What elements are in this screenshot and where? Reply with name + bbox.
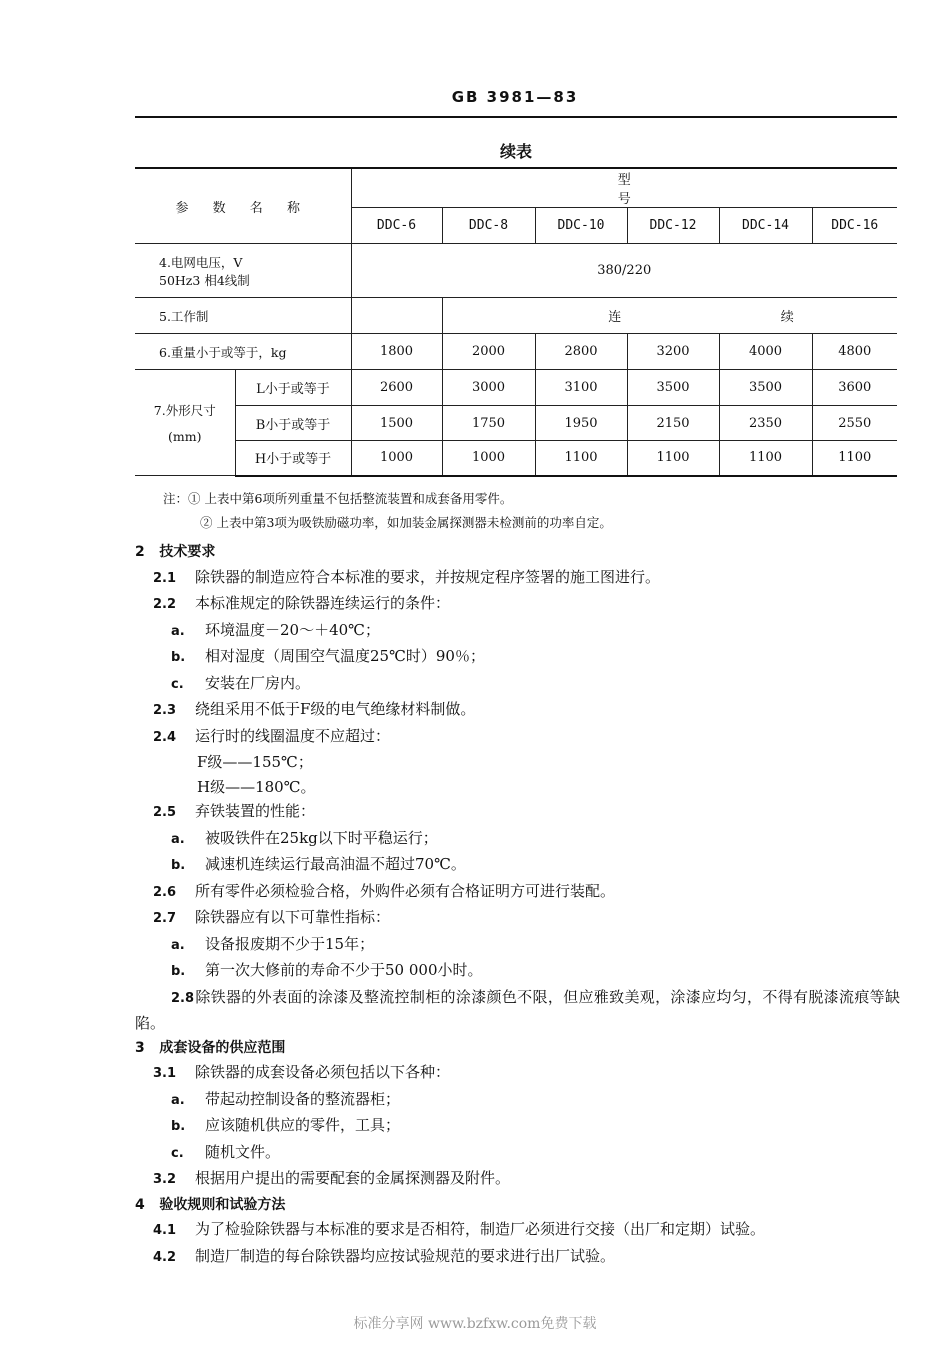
dim-b-label: B小于或等于 bbox=[235, 406, 351, 441]
item-letter: b. bbox=[171, 1119, 186, 1134]
section-number: 4 bbox=[135, 1196, 145, 1213]
item-text: 随机文件。 bbox=[205, 1142, 281, 1161]
duty-empty bbox=[351, 298, 442, 334]
clause-number: 3.2 bbox=[153, 1172, 177, 1187]
item-letter: a. bbox=[171, 623, 185, 639]
clause-4-1 bbox=[135, 1217, 900, 1244]
item-letter: a. bbox=[171, 831, 185, 847]
dim-b-cell: 2150 bbox=[627, 406, 719, 441]
item-3-1-a bbox=[135, 1087, 900, 1114]
model-ddc-14: DDC-14 bbox=[719, 208, 812, 244]
clause-number: 4.2 bbox=[153, 1249, 177, 1265]
item-text: 应该随机供应的零件，工具； bbox=[205, 1116, 401, 1134]
clause-number: 2.7 bbox=[153, 911, 177, 926]
model-header bbox=[351, 168, 897, 208]
dim-l-cell: 3000 bbox=[442, 370, 535, 406]
clause-2-8 bbox=[135, 985, 900, 1036]
model-ddc-10: DDC-10 bbox=[535, 208, 627, 244]
item-text: 被吸铁件在25kg以下时平稳运行； bbox=[205, 828, 438, 847]
weight-cell: 4800 bbox=[812, 334, 897, 370]
item-letter: c. bbox=[171, 676, 184, 692]
duty-char-1: 连 bbox=[608, 310, 622, 325]
clause-number: 2.1 bbox=[153, 570, 177, 586]
item-3-1-c bbox=[135, 1140, 900, 1167]
weight-cell: 2000 bbox=[442, 334, 535, 370]
model-header-char-2: 号 bbox=[617, 192, 631, 207]
dim-b-cell: 1950 bbox=[535, 406, 627, 441]
section-title: 成套设备的供应范围 bbox=[159, 1039, 286, 1056]
clause-text: 除铁器的成套设备必须包括以下各种： bbox=[195, 1063, 451, 1081]
clause-2-3 bbox=[135, 697, 900, 724]
model-ddc-12: DDC-12 bbox=[627, 208, 719, 244]
item-2-5-b bbox=[135, 852, 900, 879]
clause-3-1 bbox=[135, 1060, 900, 1087]
weight-label: 6.重量小于或等于，kg bbox=[135, 334, 351, 370]
item-2-7-b bbox=[135, 958, 900, 985]
clause-2-2 bbox=[135, 591, 900, 618]
clause-number: 2.5 bbox=[153, 805, 177, 820]
clause-number: 2.6 bbox=[153, 884, 177, 900]
clause-text: 本标准规定的除铁器连续运行的条件： bbox=[195, 594, 451, 612]
duty-value bbox=[442, 298, 897, 334]
spec-table bbox=[135, 167, 897, 477]
item-2-7-a bbox=[135, 932, 900, 959]
weight-cell: 4000 bbox=[719, 334, 812, 370]
dim-h-cell: 1000 bbox=[442, 441, 535, 476]
clause-4-2 bbox=[135, 1244, 900, 1271]
item-letter: b. bbox=[171, 964, 186, 979]
item-letter: a. bbox=[171, 937, 185, 953]
dim-h-cell: 1100 bbox=[812, 441, 897, 476]
temp-limit-h: H级——180℃。 bbox=[197, 777, 316, 796]
clause-text: 为了检验除铁器与本标准的要求是否相符，制造厂必须进行交接（出厂和定期）试验。 bbox=[195, 1220, 766, 1238]
item-2-5-a bbox=[135, 826, 900, 853]
item-text: 带起动控制设备的整流器柜； bbox=[205, 1089, 401, 1108]
table-caption: 续表 bbox=[499, 142, 532, 161]
dim-l-cell: 2600 bbox=[351, 370, 442, 406]
dim-l-cell: 3500 bbox=[627, 370, 719, 406]
weight-cell: 2800 bbox=[535, 334, 627, 370]
clause-text: 弃铁装置的性能： bbox=[195, 802, 316, 820]
model-ddc-16: DDC-16 bbox=[812, 208, 897, 244]
section-title: 技术要求 bbox=[159, 544, 216, 560]
section-4-heading bbox=[135, 1193, 900, 1218]
clause-text: 除铁器的外表面的涂漆及整流控制柜的涂漆颜色不限，但应雅致美观，涂漆应均匀，不得有脱漆流痕等缺陷。 bbox=[135, 987, 900, 1032]
section-title: 验收规则和试验方法 bbox=[159, 1196, 286, 1213]
section-3-heading bbox=[135, 1036, 900, 1061]
duty-label: 5.工作制 bbox=[135, 298, 351, 334]
item-2-2-a bbox=[135, 618, 900, 645]
item-text: 减速机连续运行最高油温不超过70℃。 bbox=[205, 855, 466, 873]
dim-h-cell: 1100 bbox=[719, 441, 812, 476]
clause-number: 2.3 bbox=[153, 703, 177, 718]
item-letter: a. bbox=[171, 1092, 185, 1108]
body-text bbox=[135, 540, 900, 1270]
clause-text: 除铁器的制造应符合本标准的要求，并按规定程序签署的施工图进行。 bbox=[195, 567, 661, 586]
dim-b-cell: 1750 bbox=[442, 406, 535, 441]
model-ddc-8: DDC-8 bbox=[442, 208, 535, 244]
dim-l-cell: 3600 bbox=[812, 370, 897, 406]
clause-2-1 bbox=[135, 565, 900, 592]
temp-limit-f: F级——155℃； bbox=[197, 753, 313, 771]
section-number: 2 bbox=[135, 544, 145, 560]
model-ddc-6: DDC-6 bbox=[351, 208, 442, 244]
model-header-char-1: 型 bbox=[617, 173, 631, 188]
clause-text: 除铁器应有以下可靠性指标： bbox=[195, 908, 391, 926]
clause-text: 绕组采用不低于F级的电气绝缘材料制做。 bbox=[195, 700, 476, 718]
item-2-2-c bbox=[135, 671, 900, 698]
dim-b-cell: 2350 bbox=[719, 406, 812, 441]
clause-text: 制造厂制造的每台除铁器均应按试验规范的要求进行出厂试验。 bbox=[195, 1246, 616, 1265]
clause-text: 运行时的线圈温度不应超过： bbox=[195, 726, 391, 745]
standard-code: GB 3981—83 bbox=[451, 88, 579, 106]
clause-number: 2.8 bbox=[171, 990, 195, 1006]
dim-h-label: H小于或等于 bbox=[235, 441, 351, 476]
dim-h-cell: 1100 bbox=[535, 441, 627, 476]
voltage-value: 380/220 bbox=[351, 244, 897, 298]
item-letter: b. bbox=[171, 858, 186, 873]
clause-number: 3.1 bbox=[153, 1066, 177, 1081]
dim-l-cell: 3500 bbox=[719, 370, 812, 406]
dims-label-line1: 7.外形尺寸 bbox=[153, 403, 216, 418]
voltage-label-line2: 50Hz3 相4线制 bbox=[159, 272, 250, 288]
clause-3-2 bbox=[135, 1166, 900, 1193]
voltage-label-line1: 4.电网电压，V bbox=[159, 254, 243, 270]
section-2-heading bbox=[135, 540, 900, 565]
clause-text: 所有零件必须检验合格，外购件必须有合格证明方可进行装配。 bbox=[195, 881, 616, 900]
dim-h-cell: 1000 bbox=[351, 441, 442, 476]
note-1: 注：① 上表中第6项所列重量不包括整流装置和成套备用零件。 bbox=[163, 491, 513, 506]
dim-l-label: L小于或等于 bbox=[235, 370, 351, 406]
dim-b-cell: 1500 bbox=[351, 406, 442, 441]
weight-cell: 1800 bbox=[351, 334, 442, 370]
item-text: 设备报废期不少于15年； bbox=[205, 934, 375, 953]
clause-2-7 bbox=[135, 905, 900, 932]
dim-b-cell: 2550 bbox=[812, 406, 897, 441]
clause-2-4 bbox=[135, 724, 900, 751]
clause-text: 根据用户提出的需要配套的金属探测器及附件。 bbox=[195, 1169, 511, 1187]
item-text: 相对湿度（周围空气温度25℃时）90％； bbox=[205, 647, 485, 665]
section-number: 3 bbox=[135, 1039, 145, 1056]
item-text: 环境温度－20～＋40℃； bbox=[205, 620, 380, 639]
dims-label bbox=[135, 370, 235, 476]
item-2-2-b bbox=[135, 644, 900, 671]
table-notes bbox=[163, 487, 612, 535]
clause-number: 2.4 bbox=[153, 729, 177, 745]
item-3-1-b bbox=[135, 1113, 900, 1140]
param-name-header: 参 数 名 称 bbox=[135, 168, 351, 244]
item-letter: b. bbox=[171, 650, 186, 665]
dim-l-cell: 3100 bbox=[535, 370, 627, 406]
duty-char-2: 续 bbox=[780, 310, 794, 325]
item-letter: c. bbox=[171, 1145, 184, 1161]
item-text: 第一次大修前的寿命不少于50 000小时。 bbox=[205, 961, 483, 979]
dim-h-cell: 1100 bbox=[627, 441, 719, 476]
header-rule bbox=[135, 116, 897, 118]
clause-2-6 bbox=[135, 879, 900, 906]
dims-label-line2: (mm) bbox=[168, 429, 202, 444]
note-2: ② 上表中第3项为吸铁励磁功率，如加装金属探测器未检测前的功率自定。 bbox=[200, 515, 612, 530]
voltage-label bbox=[135, 244, 351, 298]
clause-number: 2.2 bbox=[153, 597, 177, 612]
clause-2-5 bbox=[135, 799, 900, 826]
weight-cell: 3200 bbox=[627, 334, 719, 370]
item-text: 安装在厂房内。 bbox=[205, 673, 311, 692]
clause-number: 4.1 bbox=[153, 1223, 177, 1238]
footer-watermark: 标准分享网 www.bzfxw.com免费下载 bbox=[353, 1316, 597, 1332]
